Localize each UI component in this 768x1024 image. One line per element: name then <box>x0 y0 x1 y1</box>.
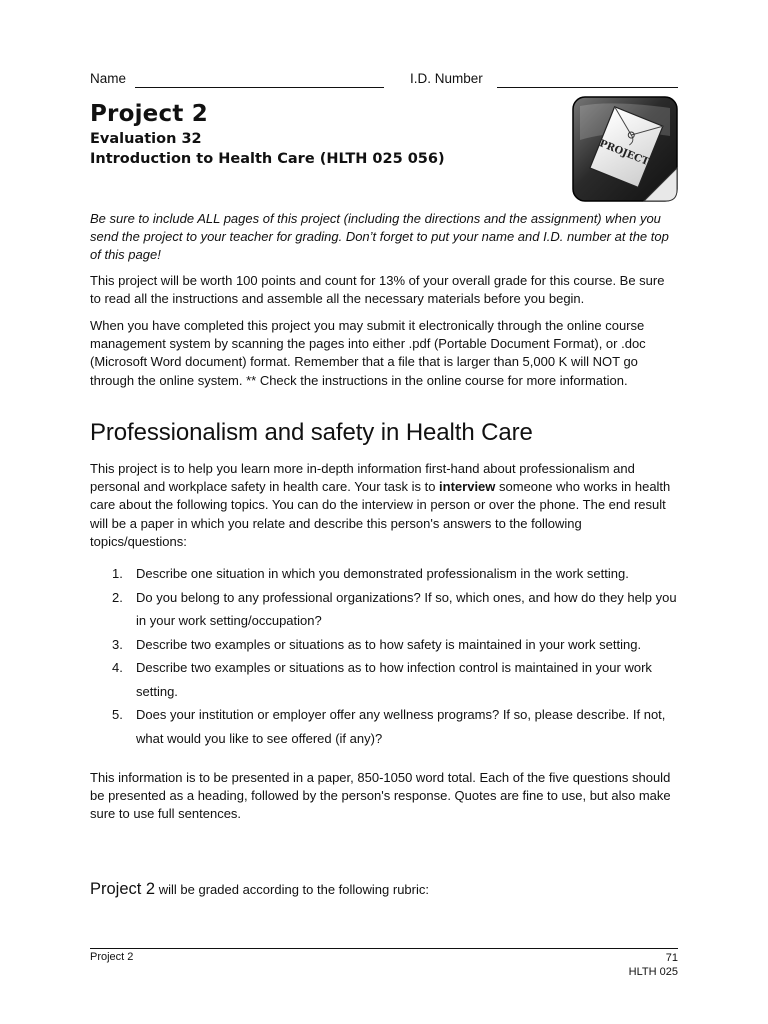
page-number: 71 <box>665 952 678 964</box>
rubric-intro <box>90 880 429 899</box>
evaluation-number: Evaluation 32 <box>90 131 202 147</box>
page-title: Project 2 <box>90 101 208 127</box>
question-text: Do you belong to any professional organizations? If so, which ones, and how do they help you in your work setting/occupation? <box>136 589 677 628</box>
list-item <box>112 562 678 586</box>
footer-right <box>629 951 678 979</box>
list-item <box>112 633 678 657</box>
task-paragraph <box>90 460 678 551</box>
logo-label: PROJECT <box>597 138 651 168</box>
question-list <box>90 562 678 750</box>
task-text-start: This project is to help you learn more in-depth information first-hand about professionalism and personal and workplace safety in health care. Your task is to <box>90 461 635 495</box>
name-label: Name <box>90 71 127 86</box>
section-heading: Professionalism and safety in Health Care <box>90 419 533 446</box>
identification-row <box>90 71 678 91</box>
course-name: Introduction to Health Care (HLTH 025 056) <box>90 151 445 167</box>
id-number-label: I.D. Number <box>410 71 483 86</box>
question-number: 3. <box>112 636 123 652</box>
question-text: Describe one situation in which you demonstrated professionalism in the work setting. <box>136 566 629 581</box>
presentation-paragraph: This information is to be presented in a paper, 850-1050 word total. Each of the five questions should be presented as a heading, followed by the person's response. Quotes are fine to use, but also make sure to use full sentences. <box>90 770 671 822</box>
question-number: 4. <box>112 660 123 675</box>
question-text: Describe two examples or situations as to how infection control is maintained in your work setting. <box>136 660 652 699</box>
question-text: Describe two examples or situations as to how safety is maintained in your work setting. <box>136 636 642 652</box>
question-number: 5. <box>112 707 123 722</box>
submission-note: Be sure to include ALL pages of this project (including the directions and the assignment) when you send the project to your teacher for grading. Don’t forget to put your name and I.D. number at the top of this page! <box>90 211 669 263</box>
list-item <box>112 656 678 703</box>
submission-instructions: When you have completed this project you may submit it electronically through the online course management system by scanning the pages into either .pdf (Portable Document Format), or .doc (Microsoft Word document) format. Remember that a file that is larger than 5,000 K will NOT go through the online system. ** Check the instructions in the online course for more information. <box>90 318 646 388</box>
footer-project-label: Project 2 <box>90 951 134 963</box>
footer-course-code: HLTH 025 <box>628 966 678 978</box>
footer-divider <box>90 948 678 949</box>
task-bold-word: interview <box>439 479 496 495</box>
list-item <box>112 586 678 633</box>
question-text: Does your institution or employer offer any wellness programs? If so, please describe. If not, what would you like to see offered (if any)? <box>136 707 666 746</box>
rubric-project-label: Project 2 <box>90 880 156 898</box>
list-item <box>112 703 678 750</box>
id-number-blank-line <box>497 87 678 88</box>
name-blank-line <box>135 87 384 88</box>
project-envelope-icon <box>572 96 678 202</box>
question-number: 2. <box>112 589 123 605</box>
grade-weight-paragraph: This project will be worth 100 points and count for 13% of your overall grade for this course. Be sure to read all the instructions and assemble all the necessary materials before you begin. <box>90 273 665 307</box>
rubric-text: will be graded according to the following rubric: <box>155 882 429 897</box>
question-number: 1. <box>112 566 123 581</box>
document-page <box>90 0 678 1024</box>
task-text-end: someone who works in health care about the following topics. You can do the interview in person or over the phone. The end result will be a paper in which you relate and describe this person's answers to the following topics/questions: <box>90 479 671 549</box>
